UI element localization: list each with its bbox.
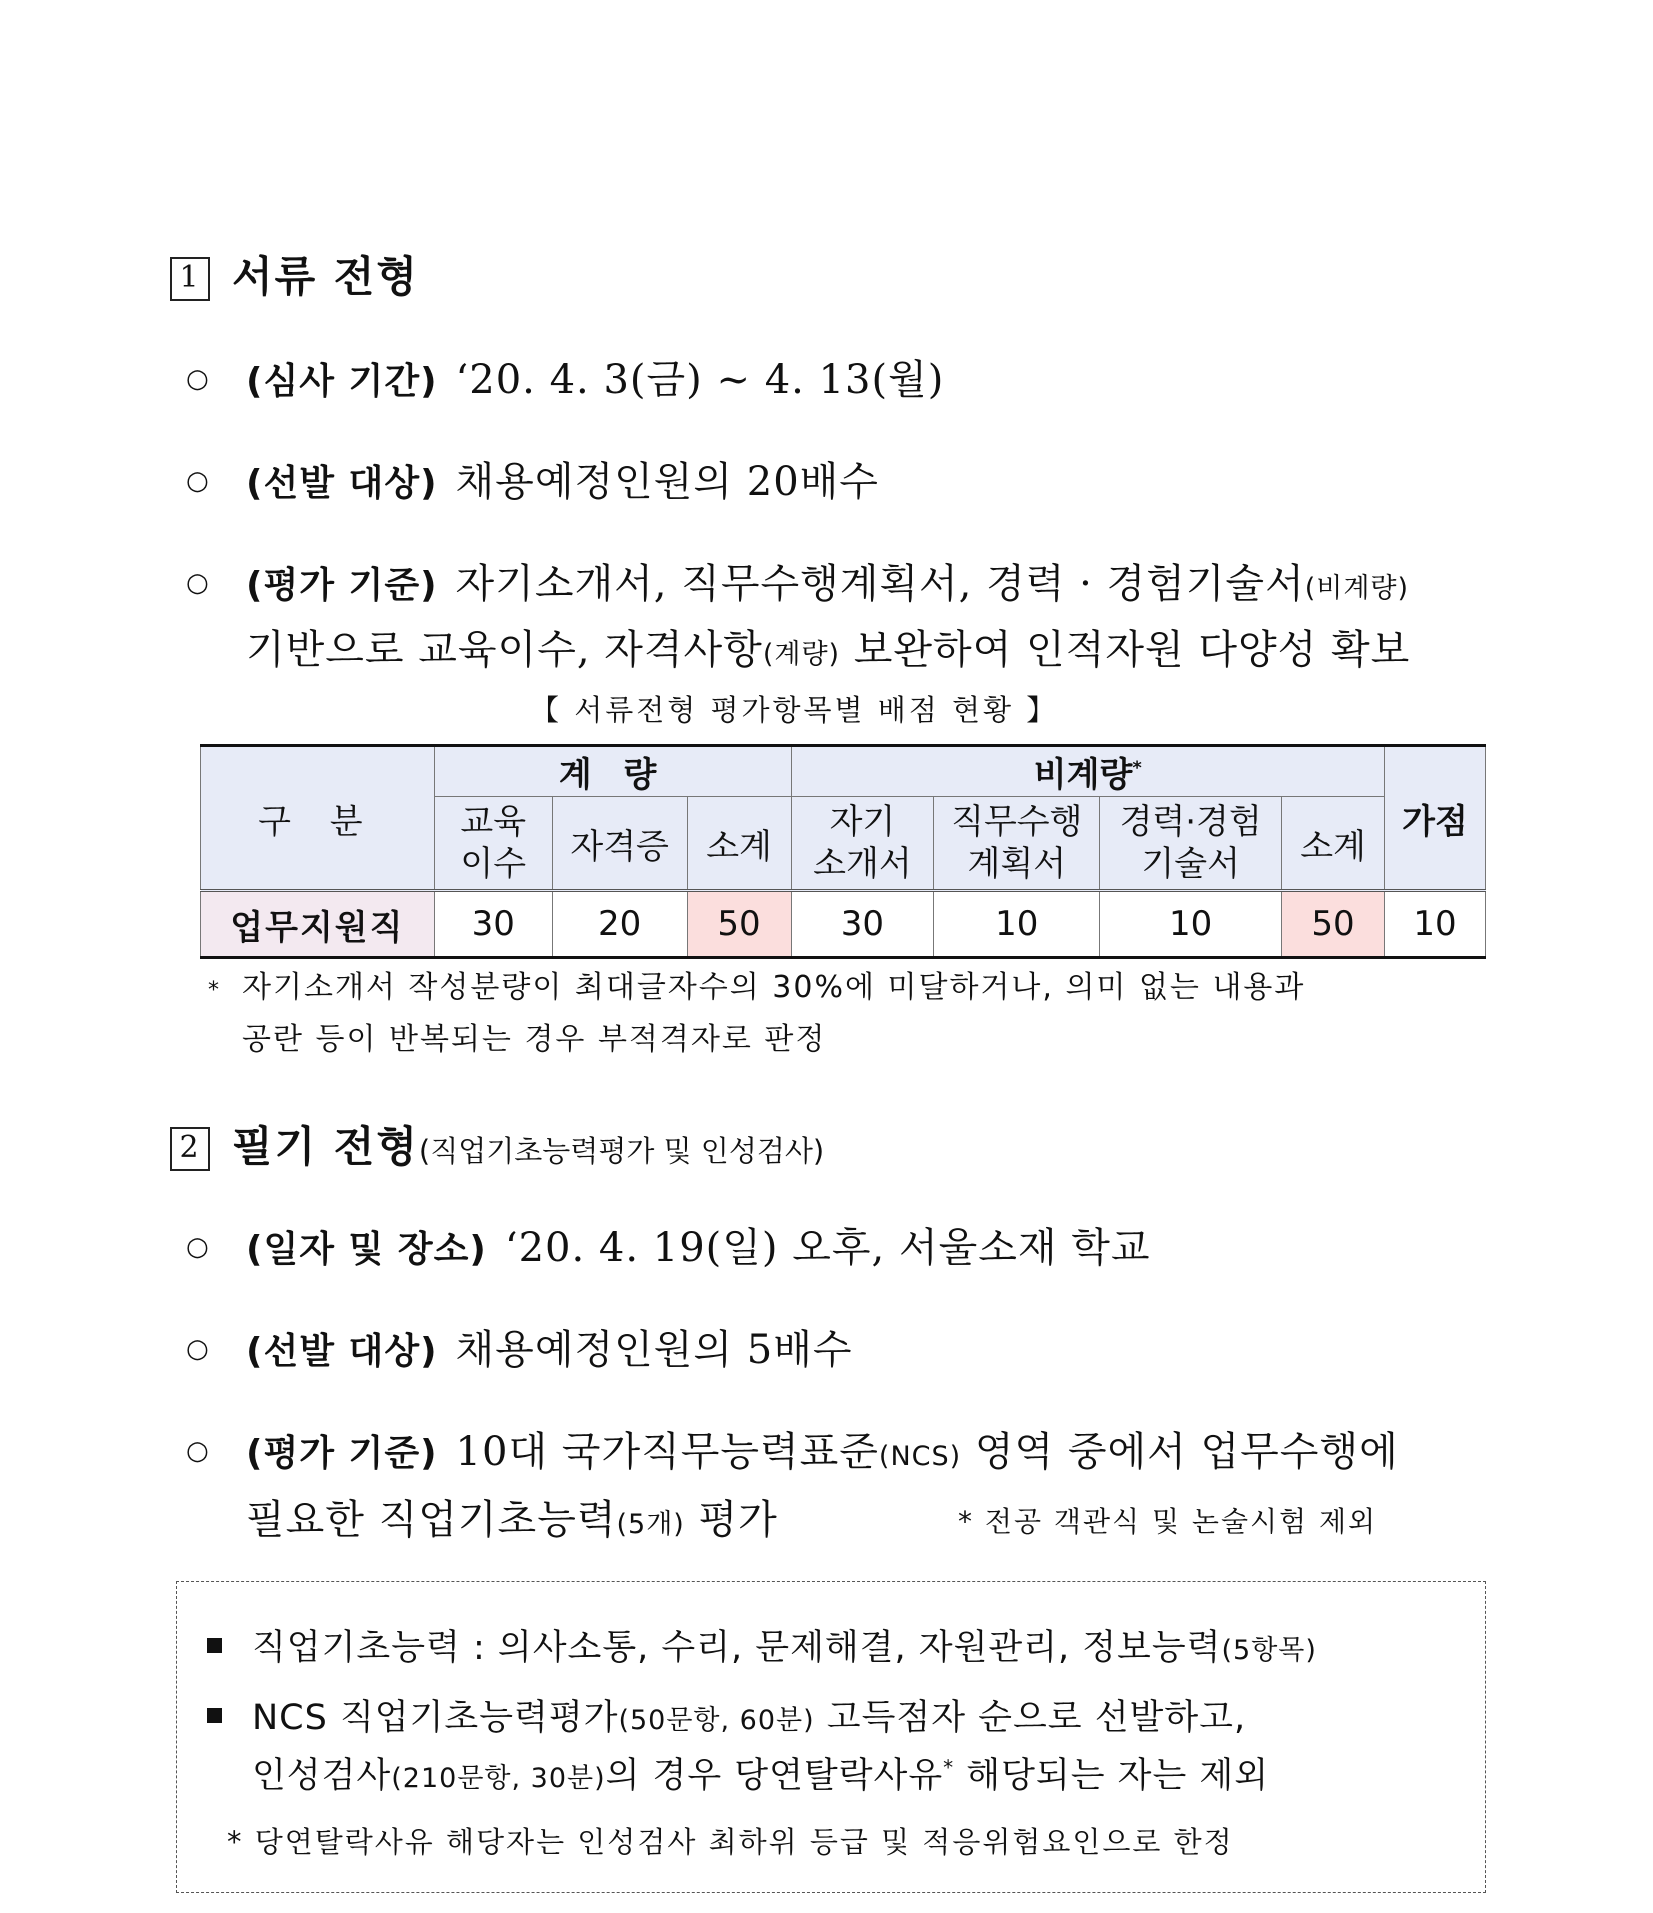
subheader-line: 교육 [460, 802, 527, 842]
section-title: 필기 전형 [232, 1122, 419, 1171]
subheader-line: 자기 [829, 802, 896, 842]
circle-bullet-icon: ○ [186, 1334, 210, 1364]
circle-bullet-icon: ○ [186, 466, 210, 496]
box-text-rest: 의 경우 당연탈락사유 [605, 1756, 944, 1796]
cell-certificate: 20 [552, 891, 687, 958]
info-box [176, 1581, 1486, 1893]
box-text: 직업기초능력 : 의사소통, 수리, 문제해결, 자원관리, 정보능력 [252, 1628, 1222, 1668]
table-header-quantitative: 계 량 [434, 746, 791, 797]
bullet-review-period [186, 348, 944, 405]
item-small-text: (계량) [762, 639, 841, 670]
square-bullet-icon [207, 1638, 222, 1653]
aside-note: * 전공 객관식 및 논술시험 제외 [958, 1505, 1378, 1538]
item-text: 10대 국가직무능력표준 [455, 1429, 879, 1475]
subheader-subtotal-quant: 소계 [687, 797, 791, 891]
cell-subtotal-quant: 50 [687, 891, 791, 958]
item-text-line2: 기반으로 교육이수, 자격사항 [246, 627, 763, 673]
item-label: (선발 대상) [246, 463, 438, 504]
item-text: 채용예정인원의 5배수 [455, 1327, 853, 1373]
item-text: 자기소개서, 직무수행계획서, 경력 · 경험기술서 [455, 561, 1305, 607]
nonquant-label: 비계량 [1033, 755, 1133, 795]
subheader-line: 이수 [460, 844, 527, 884]
subheader-line: 소개서 [813, 844, 912, 884]
table-row [201, 891, 1486, 958]
bullet-evaluation-criteria-2-line2 [246, 1488, 778, 1545]
item-text: ‘20. 4. 3(금) ~ 4. 13(월) [455, 357, 945, 403]
item-text-rest: 영역 중에서 업무수행에 [961, 1429, 1399, 1475]
table-note-line2: 공란 등이 반복되는 경우 부적격자로 판정 [242, 1022, 827, 1057]
item-label: (평가 기준) [246, 565, 438, 606]
subheader-certificate: 자격증 [552, 797, 687, 891]
box-text-rest: 고득점자 순으로 선발하고, [814, 1698, 1247, 1738]
box-bullet-1 [207, 1620, 1317, 1670]
note-line1: 자기소개서 작성분량이 최대글자수의 30%에 미달하거나, 의미 없는 내용과 [242, 970, 1306, 1005]
cell-subtotal-nonquant: 50 [1282, 891, 1385, 958]
section-1-heading [170, 244, 419, 304]
table-header-category: 구 분 [201, 746, 435, 891]
subheader-job-plan [934, 797, 1100, 891]
cell-bonus: 10 [1385, 891, 1486, 958]
bullet-evaluation-criteria-2 [186, 1420, 1399, 1477]
subheader-line: 계획서 [967, 844, 1067, 884]
item-small-text: (NCS) [878, 1441, 962, 1472]
subheader-line: 경력·경험 [1119, 802, 1262, 842]
subheader-experience [1100, 797, 1282, 891]
cell-self-intro: 30 [791, 891, 934, 958]
circle-bullet-icon: ○ [186, 568, 210, 598]
subheader-self-intro [791, 797, 934, 891]
cell-education: 30 [434, 891, 552, 958]
circle-bullet-icon: ○ [186, 364, 210, 394]
subheader-line: 기술서 [1141, 844, 1240, 884]
box-text: NCS 직업기초능력평가 [252, 1698, 619, 1738]
section-title: 서류 전형 [232, 252, 419, 301]
item-text-line2: 필요한 직업기초능력 [246, 1497, 617, 1543]
bullet-evaluation-criteria [186, 552, 1409, 609]
item-label: (일자 및 장소) [246, 1229, 487, 1270]
item-label: (평가 기준) [246, 1433, 438, 1474]
row-label: 업무지원직 [201, 891, 435, 958]
box-small-text: (50문항, 60분) [618, 1705, 815, 1736]
item-label: (선발 대상) [246, 1331, 438, 1372]
circle-bullet-icon: ○ [186, 1436, 210, 1466]
section-2-heading [170, 1114, 824, 1174]
item-text-line2-rest: 보완하여 인적자원 다양성 확보 [840, 627, 1411, 673]
table-note [208, 962, 1305, 1006]
score-table [200, 744, 1486, 959]
bullet-date-place [186, 1216, 1151, 1273]
box-text: 인성검사 [252, 1756, 392, 1796]
square-bullet-icon [207, 1708, 222, 1723]
bullet-selection-target-2 [186, 1318, 852, 1375]
section-number-box: 2 [170, 1127, 210, 1171]
box-mark: * [943, 1755, 955, 1780]
box-small-text: (210문항, 30분) [391, 1763, 606, 1794]
table-header-nonquantitative [791, 746, 1385, 797]
box-bullet-2 [207, 1690, 1246, 1740]
item-text: 채용예정인원의 20배수 [455, 459, 879, 505]
item-text: ‘20. 4. 19(일) 오후, 서울소재 학교 [504, 1225, 1151, 1271]
note-star: * [208, 978, 221, 1003]
section-number-box: 1 [170, 257, 210, 301]
cell-experience: 10 [1100, 891, 1282, 958]
table-title: 【 서류전형 평가항목별 배점 현황 】 [530, 693, 1059, 727]
item-label: (심사 기간) [246, 361, 438, 402]
cell-job-plan: 10 [934, 891, 1100, 958]
circle-bullet-icon: ○ [186, 1232, 210, 1262]
box-small-text: (5항목) [1221, 1635, 1317, 1666]
box-bullet-2-line2 [252, 1748, 1269, 1798]
nonquant-mark: * [1132, 757, 1142, 779]
bullet-selection-target [186, 450, 879, 507]
box-text-end: 해당되는 자는 제외 [954, 1756, 1270, 1796]
section-subtitle: (직업기초능력평가 및 인성검사) [418, 1134, 825, 1168]
bullet-evaluation-criteria-line2 [246, 618, 1410, 675]
item-text-line2-rest: 평가 [684, 1497, 778, 1543]
table-header-bonus: 가점 [1385, 746, 1486, 891]
subheader-line: 직무수행 [951, 802, 1083, 842]
subheader-subtotal-nonquant: 소계 [1282, 797, 1385, 891]
item-small-text: (5개) [616, 1509, 685, 1540]
item-small-text: (비계량) [1304, 573, 1410, 604]
subheader-education [434, 797, 552, 891]
box-footnote: * 당연탈락사유 해당자는 인성검사 최하위 등급 및 적응위험요인으로 한정 [227, 1825, 1234, 1859]
